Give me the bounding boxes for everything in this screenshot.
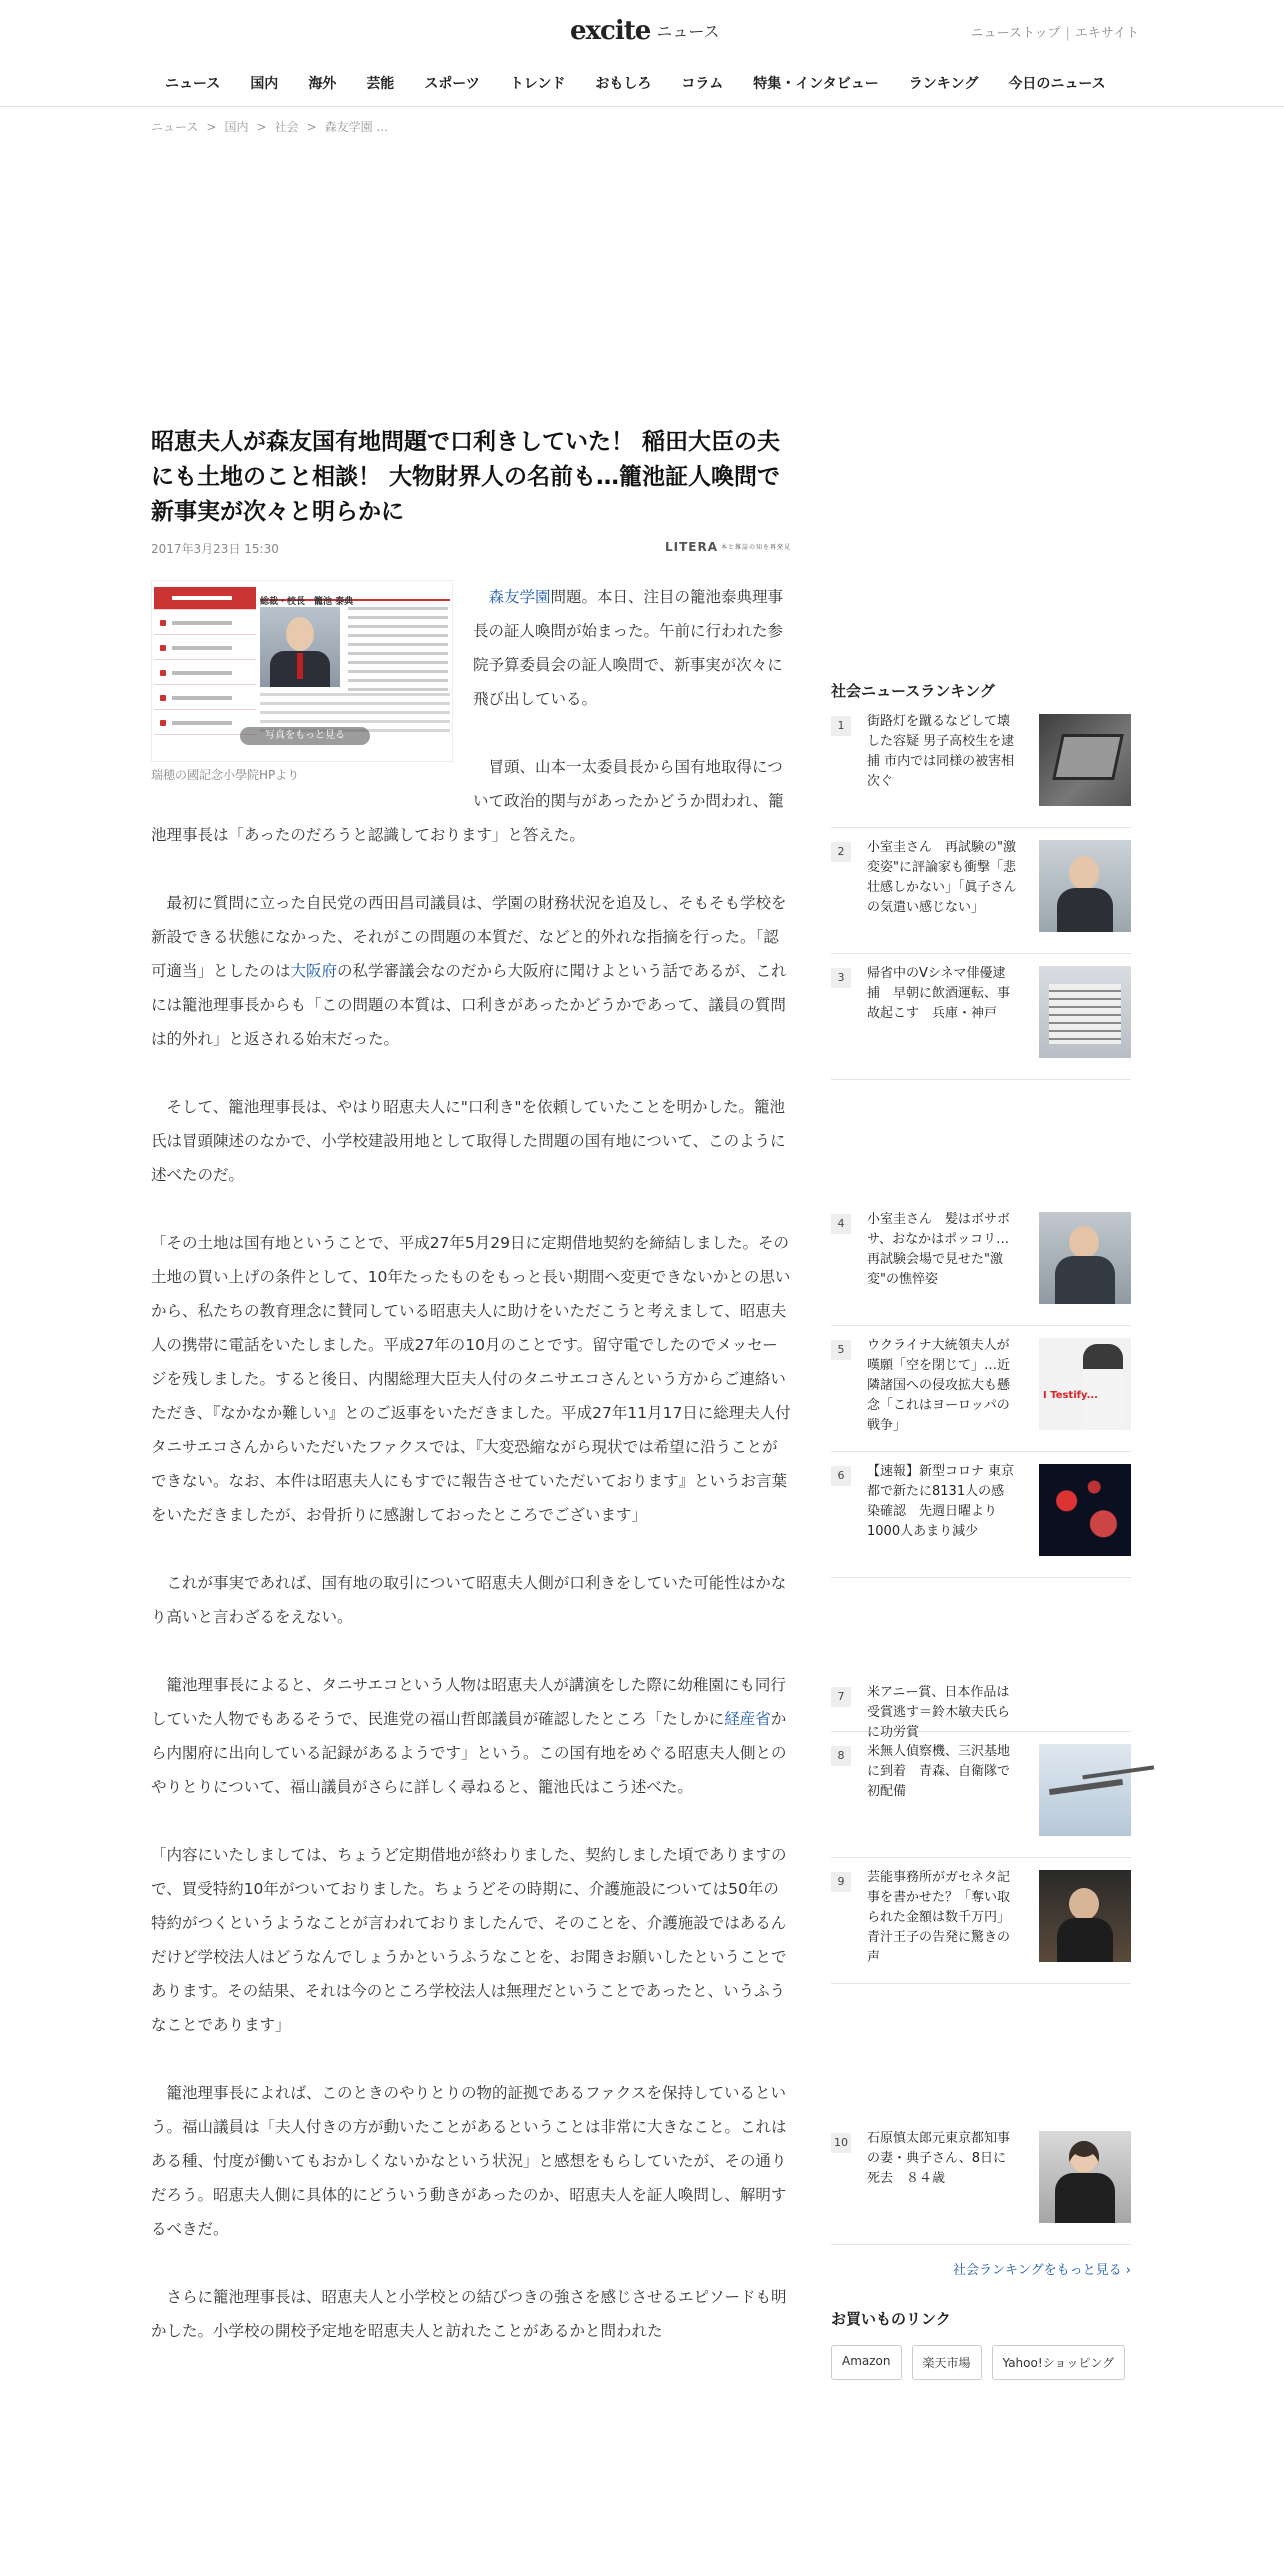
article — [151, 425, 791, 2382]
site-logo[interactable] — [570, 12, 720, 46]
figure-caption: 瑞穂の國記念小學院HPより — [151, 768, 300, 782]
paragraph-6: これが事実であれば、国有地の取引について昭恵夫人側が口利きをしていた可能性はかなり高いと言わざるをえない。 — [151, 1574, 787, 1626]
nav-item-entertainment[interactable]: 芸能 — [366, 76, 395, 92]
chevron-right-icon: › — [1125, 2263, 1131, 2278]
breadcrumb — [151, 118, 388, 135]
nav-item-overseas[interactable]: 海外 — [308, 76, 337, 92]
nav-item-sports[interactable]: スポーツ — [424, 76, 480, 92]
ranking-thumbnail — [1039, 714, 1131, 806]
rank-headline: 帰省中のVシネマ俳優逮捕 早朝に飲酒運転、事故起こす 兵庫・神戸 — [867, 966, 1011, 1021]
ranking-thumbnail — [1039, 1338, 1131, 1430]
figure-menu-graphic — [154, 587, 256, 747]
article-title: 昭恵夫人が森友国有地問題で口利きしていた！ 稲田大臣の夫にも土地のこと相談！ 大物財界人の名前も…籠池証人喚問で新事実が次々と明らかに — [151, 429, 781, 525]
paragraph-2: 冒頭、山本一太委員長から国有地取得について政治的関与があったかどうか問われ、籠池理事長は「あったのだろうと認識しております」と答えた。 — [151, 758, 784, 844]
breadcrumb-current: 森友学園 ... — [324, 120, 388, 134]
article-figure[interactable] — [151, 580, 451, 784]
article-image[interactable] — [151, 580, 453, 762]
ranking-thumbnail — [1039, 1744, 1131, 1836]
rank-headline: 小室圭さん 髪はボサボサ、おなかはポッコリ…再試験会場で見せた"激変"の憔悴姿 — [867, 1212, 1011, 1287]
nav-item-features[interactable]: 特集・インタビュー — [753, 76, 879, 92]
rank-headline: 米アニー賞、日本作品は受賞逃す＝鈴木敏夫氏らに功労賞 — [867, 1685, 1011, 1740]
nav-item-today[interactable]: 今日のニュース — [1008, 76, 1106, 92]
article-date: 2017年3月23日 15:30 — [151, 542, 279, 556]
excite-site-link[interactable]: エキサイト — [1074, 26, 1139, 41]
nav-item-domestic[interactable]: 国内 — [250, 76, 279, 92]
top-bar — [0, 0, 1284, 62]
rank-number: 8 — [831, 1746, 851, 1766]
ranking-item-1[interactable] — [831, 712, 1131, 828]
paragraph-7-text-a: 籠池理事長によると、タニサエコという人物は昭恵夫人が講演をした際に幼稚園にも同行していた人物でもあるそうで、民進党の福山哲郎議員が確認したところ「たしかに — [151, 1676, 786, 1728]
nav-item-funny[interactable]: おもしろ — [595, 76, 652, 92]
rank-headline: 街路灯を蹴るなどして壊した容疑 男子高校生を逮捕 市内では同様の被害相次ぐ — [867, 714, 1015, 789]
ranking-thumbnail — [1039, 2131, 1131, 2223]
rank-number: 1 — [831, 716, 851, 736]
article-meta — [151, 538, 791, 560]
paragraph-10: さらに籠池理事長は、昭恵夫人と小学校との結びつきの強さを感じさせるエピソードも明かした。小学校の開校予定地を昭恵夫人と訪れたことがあるかと問われた — [151, 2288, 787, 2340]
paragraph-9: 籠池理事長によれば、このときのやりとりの物的証拠であるファクスを保持しているという。福山議員は「夫人付きの方が動いたことがあるということは非常に大きなこと。これはある種、忖度が働いてもおかしくないかなという状況」と感想をもらしていたが、その通りだろう。昭恵夫人側に具体的にどういう動きがあったのか、昭恵夫人を証人喚問し、解明するべきだ。 — [151, 2084, 787, 2238]
article-body — [151, 580, 791, 2348]
rank-headline: 芸能事務所がガセネタ記事を書かせた？「奪い取られた金額は数千万円」青汁王子の告発に驚きの声 — [867, 1870, 1011, 1965]
rank-headline: ウクライナ大統領夫人が嘆願「空を閉じて」…近隣諸国への侵攻拡大も懸念「これはヨーロッパの戦争」 — [867, 1338, 1011, 1433]
link-meti[interactable]: 経産省 — [724, 1710, 771, 1728]
ranking-item-4[interactable] — [831, 1210, 1131, 1326]
ranking-thumbnail — [1039, 840, 1131, 932]
paragraph-5-quote: 「その土地は国有地ということで、平成27年5月29日に定期借地契約を締結しました。その土地の買い上げの条件として、10年たったものをもっと長い期間へ変更できないかとの思いから、私たちの教育理念に賛同している昭恵夫人に助けをいただこうと考えまして、昭恵夫人の携帯に電話をいたしました。平成27年の10月のことです。留守電でしたのでメッセージを残しました。すると後日、内閣総理大臣夫人付のタニサエコさんという方からご連絡いただき、『なかなか難しい』とのご返事をいただきました。平成27年11月17日に総理夫人付タニサエコさんからいただいたファクスでは、『大変恐縮ながら現状では希望に沿うことができない。なお、本件は昭恵夫人にもすでに報告させていただいております』というお言葉をいただきましたが、お骨折りに感謝しておったところでございます」 — [151, 1234, 791, 1524]
shopping-links-title: お買いものリンク — [831, 2310, 951, 2328]
amazon-link[interactable]: Amazon — [831, 2345, 902, 2380]
ranking-title: 社会ニュースランキング — [831, 682, 995, 700]
rank-number: 4 — [831, 1214, 851, 1234]
ad-space — [831, 1994, 1131, 2129]
breadcrumb-domestic[interactable]: 国内 — [224, 120, 249, 134]
rank-number: 7 — [831, 1687, 851, 1707]
breadcrumb-news[interactable]: ニュース — [151, 120, 199, 134]
rank-number: 3 — [831, 968, 851, 988]
ranking-item-5[interactable] — [831, 1336, 1131, 1452]
rank-number: 6 — [831, 1466, 851, 1486]
paragraph-1-text: 問題。本日、注目の籠池泰典理事長の証人喚問が始まった。午前に行われた参院予算委員会の証人喚問で、新事実が次々に飛び出している。 — [473, 588, 784, 708]
top-links-separator: | — [1065, 26, 1070, 41]
news-top-link[interactable]: ニューストップ — [970, 26, 1061, 41]
more-ranking-link[interactable]: 社会ランキングをもっと見る — [953, 2263, 1122, 2278]
rank-headline: 石原慎太郎元東京都知事の妻・典子さん、8日に死去 ８４歳 — [867, 2131, 1011, 2186]
rank-headline: 米無人偵察機、三沢基地に到着 青森、自衛隊で初配備 — [867, 1744, 1011, 1799]
breadcrumb-society[interactable]: 社会 — [274, 120, 299, 134]
link-moritomo[interactable]: 森友学園 — [488, 588, 551, 606]
main-nav — [0, 62, 1284, 107]
breadcrumb-separator: > — [206, 120, 217, 134]
ranking-item-7[interactable] — [831, 1683, 1131, 1740]
top-links — [971, 22, 1139, 41]
rank-headline: 小室圭さん 再試験の"激変姿"に評論家も衝撃「悲壮感しかない」「眞子さんの気遣い感じない」 — [867, 840, 1017, 915]
paragraph-3 — [151, 886, 791, 1056]
publisher-logo[interactable] — [665, 540, 791, 554]
ad-space — [831, 1090, 1131, 1210]
rank-number: 2 — [831, 842, 851, 862]
yahoo-shopping-link[interactable]: Yahoo!ショッピング — [992, 2345, 1126, 2380]
nav-item-ranking[interactable]: ランキング — [908, 76, 979, 92]
ranking-item-2[interactable] — [831, 838, 1131, 954]
ranking-item-6[interactable] — [831, 1462, 1131, 1578]
nav-item-trend[interactable]: トレンド — [509, 76, 566, 92]
ranking-item-3[interactable] — [831, 964, 1131, 1080]
paragraph-4: そして、籠池理事長は、やはり昭恵夫人に"口利き"を依頼していたことを明かした。籠池氏は冒頭陳述のなかで、小学校建設用地として取得した問題の国有地について、このように述べたのだ。 — [151, 1098, 786, 1184]
breadcrumb-separator: > — [306, 120, 317, 134]
ranking-thumbnail — [1039, 1464, 1131, 1556]
nav-item-column[interactable]: コラム — [681, 76, 724, 92]
ranking-item-10[interactable] — [831, 2129, 1131, 2245]
rank-number: 5 — [831, 1340, 851, 1360]
paragraph-7-text-b: から内閣府に出向している記録があるようです」という。この国有地をめぐる昭恵夫人側とのやりとりについて、福山議員がさらに詳しく尋ねると、籠池氏はこう述べた。 — [151, 1710, 787, 1796]
ranking-thumbnail — [1039, 1870, 1131, 1962]
logo-section-label: ニュース — [656, 22, 720, 41]
more-ranking — [831, 2259, 1131, 2278]
rank-number: 10 — [831, 2133, 851, 2153]
nav-item-news[interactable]: ニュース — [165, 76, 221, 92]
more-photos-button[interactable]: 写真をもっと見る — [240, 727, 370, 745]
breadcrumb-separator: > — [256, 120, 267, 134]
figure-text-lines — [348, 607, 448, 697]
ranking-item-8[interactable] — [831, 1742, 1131, 1858]
rank-number: 9 — [831, 1872, 851, 1892]
publisher-subtitle: 本と雑誌の知を再発見 — [720, 544, 791, 551]
ranking-thumbnail — [1039, 1212, 1131, 1304]
sidebar — [831, 680, 1131, 2380]
shopping-links — [831, 2345, 1131, 2380]
figure-header-text: 総裁・校長 籠池 泰典 — [260, 585, 450, 601]
rakuten-link[interactable]: 楽天市場 — [912, 2345, 982, 2380]
portrait-photo — [260, 607, 340, 687]
paragraph-8-quote: 「内容にいたしましては、ちょうど定期借地が終わりました、契約しました頃でありますので、買受特約10年がついておりました。ちょうどその時期に、介護施設については50年の特約がつくというようなことが言われておりましたんで、そのことを、介護施設ではあるんだけど学校法人はどうなんでしょうかというふうなことを、お聞きお願いしたということであります。その結果、それは今のところ学校法人は無理だということであったと、いうふうなことであります」 — [151, 1846, 787, 2034]
rank-headline: 【速報】新型コロナ 東京都で新たに8131人の感染確認 先週日曜より1000人あまり減少 — [867, 1464, 1015, 1539]
paragraph-3-text-a: 最初に質問に立った自民党の西田昌司議員は、学園の財務状況を追及し、そもそも学校を新設できる状態になかった、それがこの問題の本質だ、などと的外れな指摘を行った。「認可適当」としたのは — [151, 894, 787, 980]
link-osaka[interactable]: 大阪府 — [290, 962, 338, 980]
ranking-item-9[interactable] — [831, 1868, 1131, 1984]
ranking-thumbnail — [1039, 966, 1131, 1058]
publisher-name: LITERA — [664, 540, 718, 554]
paragraph-3-text-b: の私学審議会なのだから大阪府に聞けよという話であるが、これには籠池理事長からも「この問題の本質は、口利きがあったかどうかであって、議員の質問は的外れ」と返される始末だった。 — [151, 962, 787, 1048]
ad-space — [831, 1588, 1131, 1683]
paragraph-7 — [151, 1668, 791, 1804]
excite-logo-text: excite — [570, 16, 651, 46]
